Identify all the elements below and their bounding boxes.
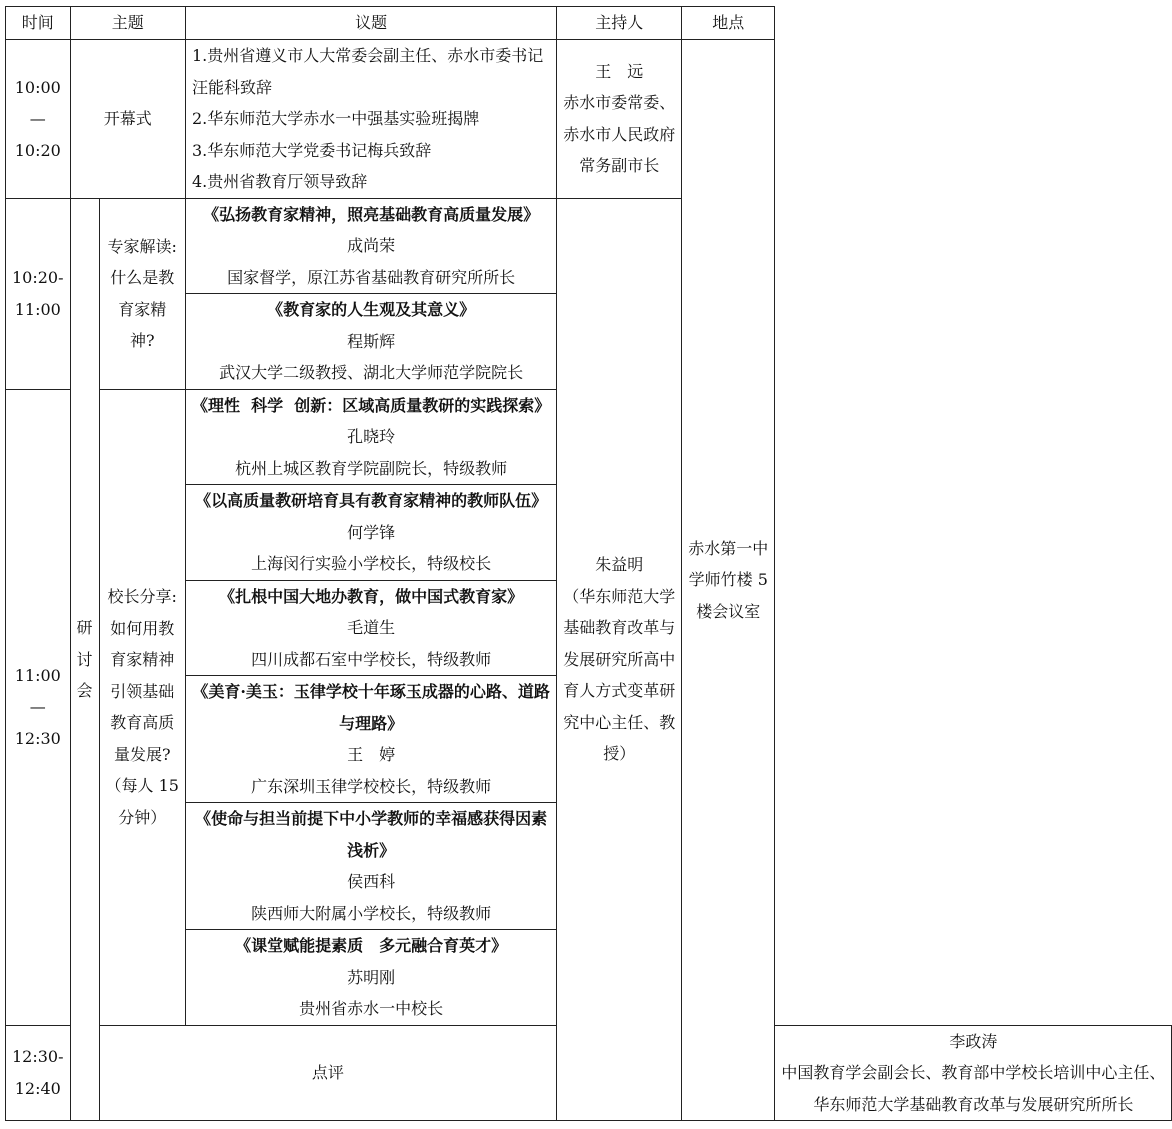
talk-cell (185, 485, 556, 581)
talk-role: 陕西师大附属小学校长，特级教师 (251, 903, 492, 923)
opening-host-title: 赤水市委常委、 (563, 93, 676, 113)
seminar-host-title: 发展研究所高中 (563, 649, 676, 669)
talk-title: 《使命与担当前提下中小学教师的幸福感获得因素浅析》 (195, 809, 548, 860)
subtopic-line: 育家精神 (110, 650, 175, 669)
header-agenda: 议题 (185, 7, 556, 40)
subtopic-line: 专家解读: (107, 236, 177, 256)
talk-speaker: 程斯辉 (347, 331, 396, 351)
talk-role: 四川成都石室中学校长，特级教师 (251, 649, 492, 669)
header-host: 主持人 (557, 7, 682, 40)
talk-title: 《理性 科学 创新：区域高质量教研的实践探索》 (191, 395, 551, 415)
talk-speaker: 孔晓玲 (347, 427, 396, 446)
opening-topic: 开幕式 (70, 40, 185, 199)
expert-subtopic (99, 198, 185, 389)
header-row (6, 7, 1172, 40)
subtopic-line: 神? (129, 331, 155, 350)
opening-row (6, 40, 1172, 199)
talk-role: 武汉大学二级教授、湖北大学师范学院院长 (219, 363, 524, 382)
seminar-host-title: 基础教育改革与 (563, 618, 676, 637)
talk-title: 《弘扬教育家精神，照亮基础教育高质量发展》 (203, 204, 540, 224)
talk-cell (185, 198, 556, 294)
seminar-host-title: 究中心主任、教 (563, 712, 676, 732)
seminar-host-title: 育人方式变革研 (563, 681, 676, 700)
talk-cell (185, 389, 556, 485)
opening-host-title: 常务副市长 (579, 156, 660, 176)
expert-time: 10:20-11:00 (6, 198, 71, 389)
venue-cell (682, 40, 775, 1121)
header-time: 时间 (6, 7, 71, 40)
seminar-label: 研讨会 (70, 198, 99, 1121)
opening-item: 3.华东师范大学党委书记梅兵致辞 (191, 140, 432, 160)
talk-speaker: 何学锋 (347, 522, 396, 542)
talk-title: 《课堂赋能提素质 多元融合育英才》 (235, 936, 508, 955)
opening-host-title: 赤水市人民政府 (563, 124, 676, 144)
review-cell (775, 1025, 1172, 1121)
talk-speaker: 成尚荣 (347, 236, 396, 255)
subtopic-line: 量发展? (113, 744, 171, 764)
opening-item: 1.贵州省遵义市人大常委会副主任、赤水市委书记汪能科致辞 (191, 46, 544, 97)
subtopic-line: 校长分享: (107, 587, 177, 606)
talk-role: 国家督学，原江苏省基础教育研究所所长 (227, 267, 516, 287)
opening-item: 4.贵州省教育厅领导致辞 (191, 172, 368, 191)
talk-speaker: 毛道生 (347, 618, 396, 637)
opening-agenda (185, 40, 556, 199)
talk-title: 《美育·美玉：玉律学校十年琢玉成器的心路、道路与理路》 (192, 682, 550, 733)
opening-item: 2.华东师范大学赤水一中强基实验班揭牌 (191, 109, 480, 128)
review-role: 中国教育学会副会长、教育部中学校长培训中心主任、 (781, 1063, 1166, 1082)
talk-cell (185, 930, 556, 1026)
review-speaker: 李政涛 (949, 1031, 998, 1051)
talk-cell (185, 803, 556, 930)
talk-role: 贵州省赤水一中校长 (299, 999, 444, 1018)
venue-line: 学师竹楼 5 (688, 570, 768, 590)
talk-cell (185, 294, 556, 390)
subtopic-line: 分钟） (118, 807, 167, 827)
talk-role: 广东深圳玉律学校校长，特级教师 (251, 776, 492, 796)
talk-title: 《教育家的人生观及其意义》 (267, 300, 476, 319)
talk-role: 杭州上城区教育学院副院长，特级教师 (235, 458, 508, 478)
header-topic: 主题 (70, 7, 185, 40)
opening-host (557, 40, 682, 199)
venue-line: 赤水第一中 (688, 538, 769, 558)
review-topic: 点评 (99, 1025, 557, 1121)
talk-cell (185, 580, 556, 676)
seminar-host-title: 授） (603, 744, 636, 763)
opening-time: 10:00—10:20 (6, 40, 71, 199)
talk-speaker: 侯西科 (347, 872, 396, 891)
seminar-host-title: （华东师范大学 (563, 586, 676, 606)
talk-title: 《扎根中国大地办教育，做中国式教育家》 (219, 586, 524, 606)
header-place: 地点 (682, 7, 775, 40)
subtopic-line: （每人 15 (105, 776, 179, 795)
subtopic-line: 引领基础 (110, 681, 175, 701)
agenda-table (5, 6, 1172, 1121)
principal-time: 11:00—12:30 (6, 389, 71, 1025)
talk-role: 上海闵行实验小学校长，特级校长 (251, 554, 492, 573)
talk-row (6, 198, 1172, 294)
opening-host-name: 王 远 (595, 61, 644, 81)
review-time: 12:30-12:40 (6, 1025, 71, 1121)
talk-speaker: 王 婷 (347, 745, 396, 764)
venue-line: 楼会议室 (696, 601, 761, 621)
talk-cell (185, 676, 556, 803)
talk-title: 《以高质量教研培育具有教育家精神的教师队伍》 (195, 491, 548, 510)
principal-subtopic (99, 389, 185, 1025)
seminar-host-name: 朱益明 (595, 555, 644, 574)
talk-speaker: 苏明刚 (347, 967, 396, 987)
subtopic-line: 育家精 (118, 299, 167, 319)
seminar-host (557, 198, 682, 1121)
review-role: 华东师范大学基础教育改革与发展研究所所长 (813, 1094, 1134, 1114)
subtopic-line: 如何用教 (110, 618, 175, 638)
subtopic-line: 教育高质 (110, 713, 175, 732)
subtopic-line: 什么是教 (110, 268, 175, 287)
